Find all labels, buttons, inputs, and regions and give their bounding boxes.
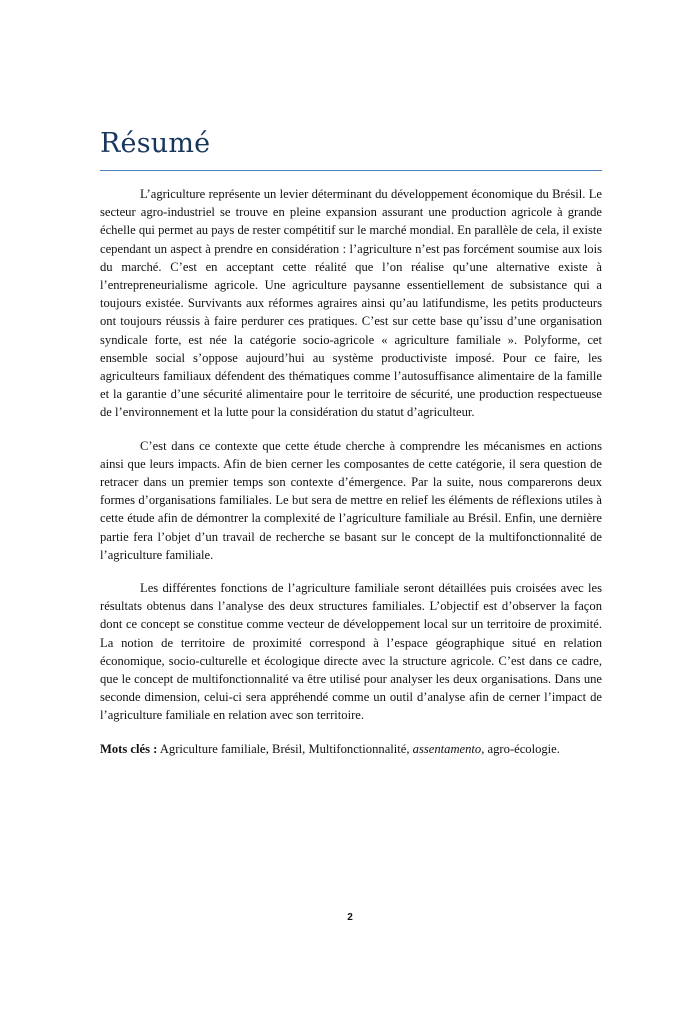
page-number: 2 <box>347 912 353 923</box>
keywords-label: Mots clés : <box>100 741 158 756</box>
keywords-list-part-1: Agriculture familiale, Brésil, Multifonctionnalité, <box>157 741 413 756</box>
paragraph-2: C’est dans ce contexte que cette étude cherche à comprendre les mécanismes en actions ainsi que leurs impacts. Afin de bien cerner les composantes de cette catégorie, il sera question de retracer dans un premier temps son contexte d’émergence. Par la suite, nous comparerons deux formes d’organisations familiales. Le but sera de mettre en relief les éléments de réflexions utiles à cette étude afin de démontrer la complexité de l’agriculture familiale au Brésil. Enfin, une dernière partie fera l’objet d’un travail de recherche se basant sur le concept de la multifonctionnalité de l’agriculture familiale. <box>100 438 602 562</box>
keywords-list-part-2: , agro-écologie. <box>481 741 560 756</box>
page-title: Résumé <box>100 128 211 159</box>
keywords-italic-term: assentamento <box>412 741 482 756</box>
paragraph-1: L’agriculture représente un levier déterminant du développement économique du Brésil. Le secteur agro-industriel se trouve en pleine expansion assurant une production agricole à grande échelle qui permet au pays de rester compétitif sur le marché mondial. En parallèle de cela, il existe cependant un aspect à prendre en considération : l’agriculture n’est pas forcément soumise aux lois du marché. C’est en acceptant cette réalité que l’on réalise qu’une alternative existe à l’entrepreneurialisme agricole. Une agriculture paysanne essentiellement de subsistance qui a toujours existée. Survivants aux réformes agraires ainsi qu’au latifundisme, les petits producteurs ont toujours réussis à faire perdurer ces pratiques. C’est sur cette base qu’issu d’une organisation syndicale forte, est née la catégorie socio-agricole « agriculture familiale ». Polyforme, cet ensemble social s’oppose aujourd’hui au système productiviste imposé. Pour ce faire, les agriculteurs familiaux défendent des thématiques comme l’autosuffisance alimentaire de la famille et la garantie d’une sécurité alimentaire pour le territoire de sécurité, une production respectueuse de l’environnement et la lutte pour la considération du statut d’agriculteur. <box>100 187 602 420</box>
abstract-body <box>100 185 602 773</box>
paragraph-3: Les différentes fonctions de l’agriculture familiale seront détaillées puis croisées avec les résultats obtenus dans l’analyse des deux structures familiales. L’objectif est d’observer la façon dont ce concept se constitue comme vecteur de développement local sur un territoire de proximité. La notion de territoire de proximité correspond à l’espace géographique situé en relation économique, socio-culturelle et écologique directe avec la structure agricole. C’est dans ce cadre, que le concept de multifonctionnalité va être utilisé pour analyser les deux organisations. Dans une seconde dimension, celui-ci sera appréhendé comme un outil d’analyse afin de cerner l’impact de l’agriculture familiale en relation avec son territoire. <box>100 581 602 723</box>
title-underline <box>100 170 602 171</box>
keywords-line <box>100 740 602 758</box>
